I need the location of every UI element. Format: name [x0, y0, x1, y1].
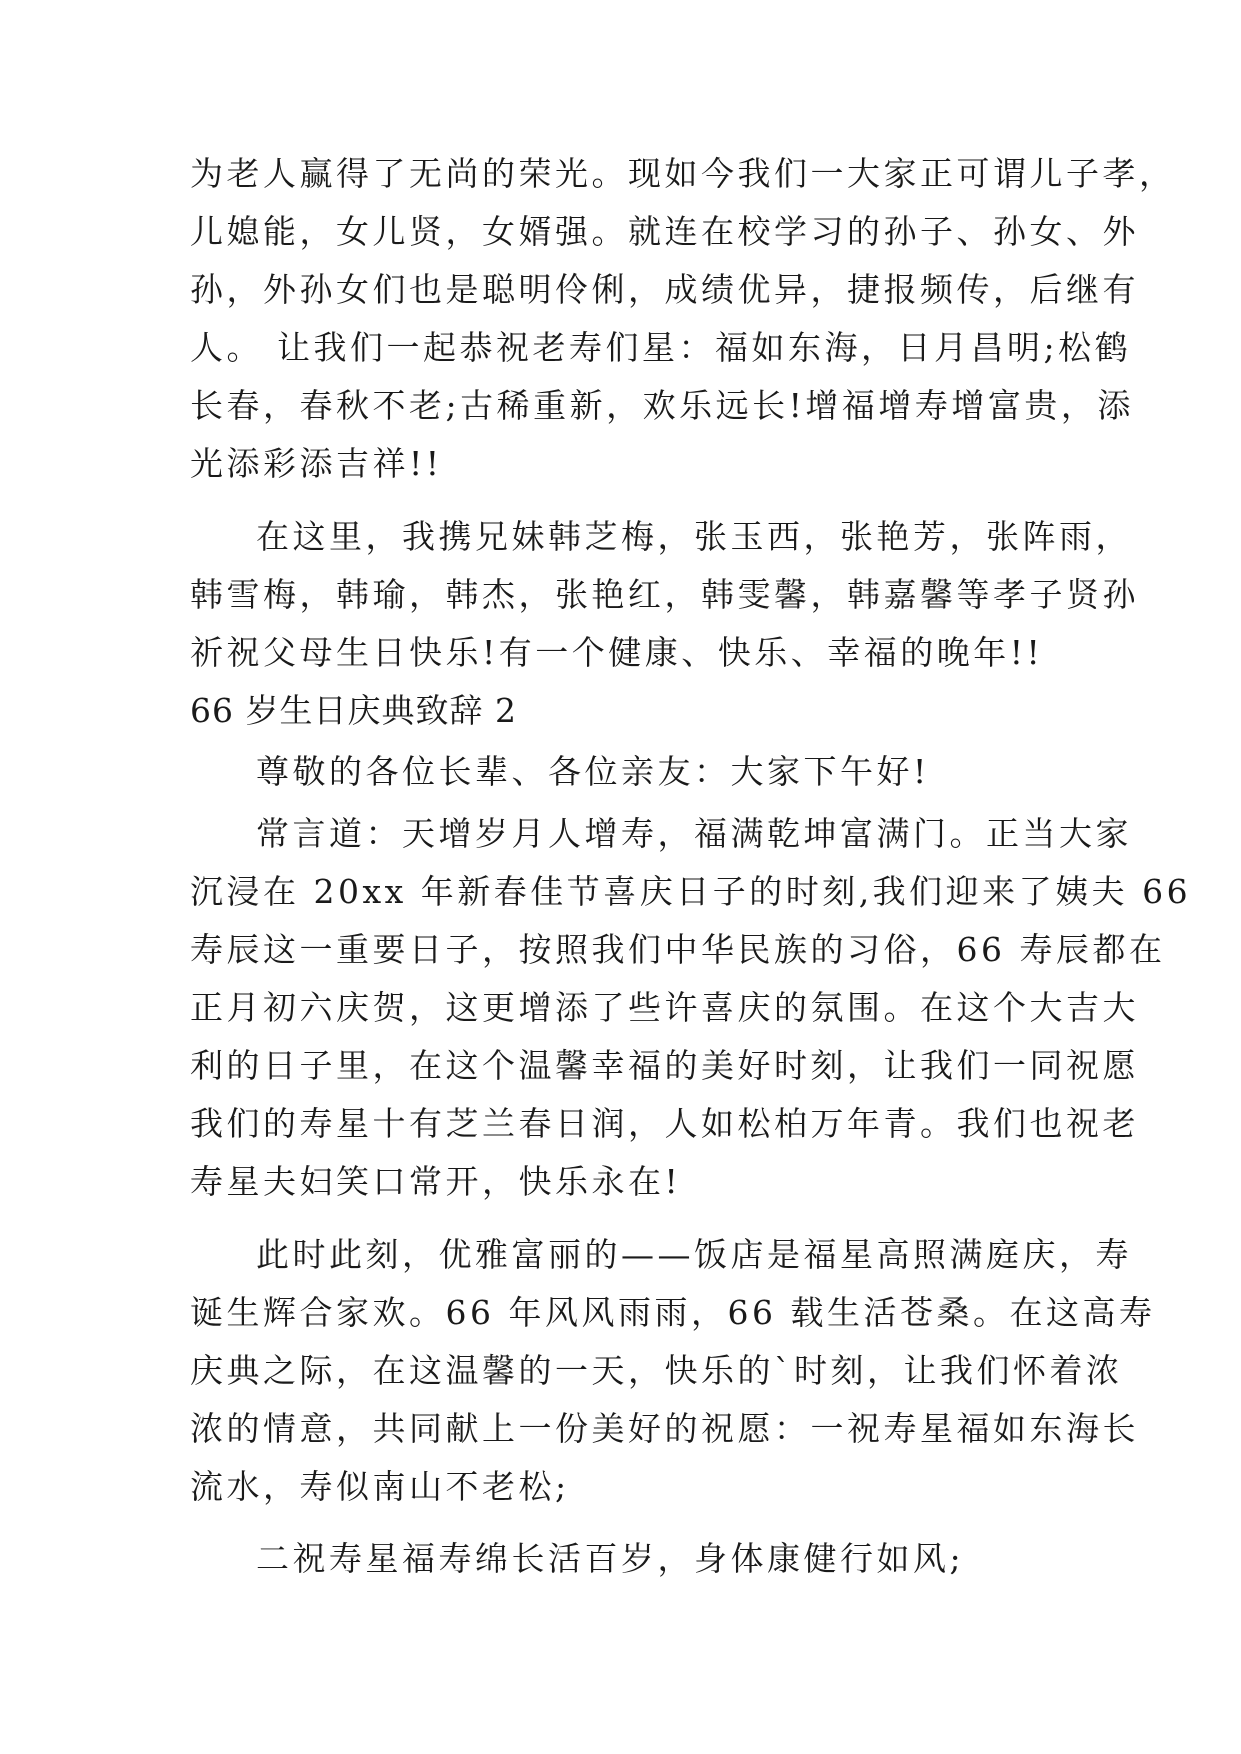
text-line: 孙，外孙女们也是聪明伶俐，成绩优异，捷报频传，后继有 — [190, 270, 1139, 309]
section-heading: 66 岁生日庆典致辞 2 — [190, 691, 517, 730]
salutation-line: 尊敬的各位长辈、各位亲友：大家下午好! — [256, 752, 930, 791]
text-line: 庆典之际，在这温馨的一天，快乐的`时刻，让我们怀着浓 — [190, 1351, 1123, 1390]
paragraph-first-line: 常言道：天增岁月人增寿，福满乾坤富满门。正当大家 — [256, 814, 1132, 853]
text-line: 为老人赢得了无尚的荣光。现如今我们一大家正可谓儿子孝， — [190, 154, 1176, 193]
text-line: 沉浸在 20xx 年新春佳节喜庆日子的时刻,我们迎来了姨夫 66 — [190, 872, 1192, 911]
text-line: 诞生辉合家欢。66 年风风雨雨，66 载生活苍桑。在这高寿 — [190, 1293, 1156, 1332]
text-line: 光添彩添吉祥!! — [190, 444, 443, 483]
paragraph-first-line: 二祝寿星福寿绵长活百岁，身体康健行如风; — [256, 1539, 965, 1578]
text-line: 寿辰这一重要日子，按照我们中华民族的习俗，66 寿辰都在 — [190, 930, 1166, 969]
text-line: 祈祝父母生日快乐!有一个健康、快乐、幸福的晚年!! — [190, 633, 1044, 672]
paragraph-first-line: 此时此刻，优雅富丽的——饭店是福星高照满庭庆，寿 — [256, 1235, 1132, 1274]
text-line: 我们的寿星十有芝兰春日润，人如松柏万年青。我们也祝老 — [190, 1104, 1139, 1143]
text-line: 人。 让我们一起恭祝老寿们星：福如东海，日月昌明;松鹤 — [190, 328, 1132, 367]
text-line: 利的日子里，在这个温馨幸福的美好时刻，让我们一同祝愿 — [190, 1046, 1139, 1085]
text-line: 长春，春秋不老;古稀重新，欢乐远长!增福增寿增富贵，添 — [190, 386, 1134, 425]
text-line: 浓的情意，共同献上一份美好的祝愿：一祝寿星福如东海长 — [190, 1409, 1139, 1448]
text-line: 寿星夫妇笑口常开，快乐永在! — [190, 1162, 682, 1201]
text-line: 韩雪梅，韩瑜，韩杰，张艳红，韩雯馨，韩嘉馨等孝子贤孙 — [190, 575, 1139, 614]
text-line: 正月初六庆贺，这更增添了些许喜庆的氛围。在这个大吉大 — [190, 988, 1139, 1027]
paragraph-first-line: 在这里，我携兄妹韩芝梅，张玉西，张艳芳，张阵雨， — [256, 517, 1132, 556]
text-line: 流水，寿似南山不老松; — [190, 1467, 570, 1506]
text-line: 儿媳能，女儿贤，女婿强。就连在校学习的孙子、孙女、外 — [190, 212, 1139, 251]
